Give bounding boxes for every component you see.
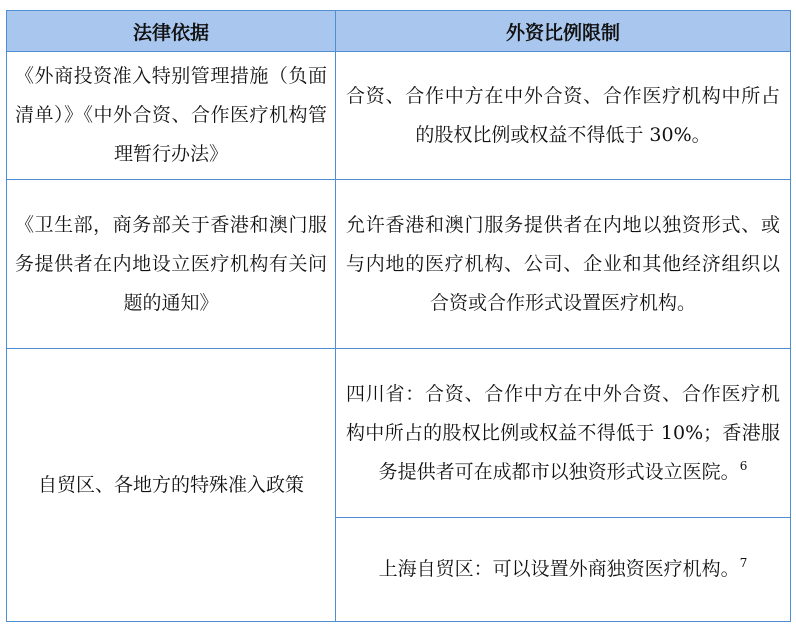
legal-basis-text: 《外商投资准入特别管理措施（负面清单）》《中外合资、合作医疗机构管理暂行办法》 [15, 65, 327, 165]
policy-table [6, 10, 791, 622]
limit-text: 允许香港和澳门服务提供者在内地以独资形式、或与内地的医疗机构、公司、企业和其他经济组织以合资或合作形式设置医疗机构。 [346, 213, 780, 314]
footnote-marker: 7 [739, 556, 748, 570]
legal-basis-cell [7, 52, 336, 180]
legal-basis-text: 《卫生部，商务部关于香港和澳门服务提供者在内地设立医疗机构有关问题的通知》 [15, 213, 327, 314]
header-legal-basis: 法律依据 [7, 11, 336, 52]
limit-cell [336, 349, 791, 518]
table-header-row [7, 11, 791, 52]
limit-text-body: 上海自贸区：可以设置外商独资医疗机构。 [378, 558, 740, 580]
limit-text [336, 375, 790, 492]
limit-text-body: 四川省：合资、合作中方在中外合资、合作医疗机构中所占的股权比例或权益不得低于 10%；香港服务提供者可在成都市以独资形式设立医院。 [346, 382, 780, 483]
table-row [7, 180, 791, 349]
limit-text: 合资、合作中方在中外合资、合作医疗机构中所占的股权比例或权益不得低于 30%。 [346, 84, 780, 146]
header-foreign-ratio-limit: 外资比例限制 [336, 11, 791, 52]
legal-basis-cell [7, 349, 336, 622]
limit-cell [336, 518, 791, 622]
table-row [7, 349, 791, 518]
legal-basis-text: 自贸区、各地方的特殊准入政策 [37, 473, 304, 496]
limit-cell [336, 180, 791, 349]
footnote-marker: 6 [739, 458, 748, 473]
limit-text [336, 550, 790, 589]
limit-cell [336, 52, 791, 180]
table-row [7, 52, 791, 180]
legal-basis-cell [7, 180, 336, 349]
